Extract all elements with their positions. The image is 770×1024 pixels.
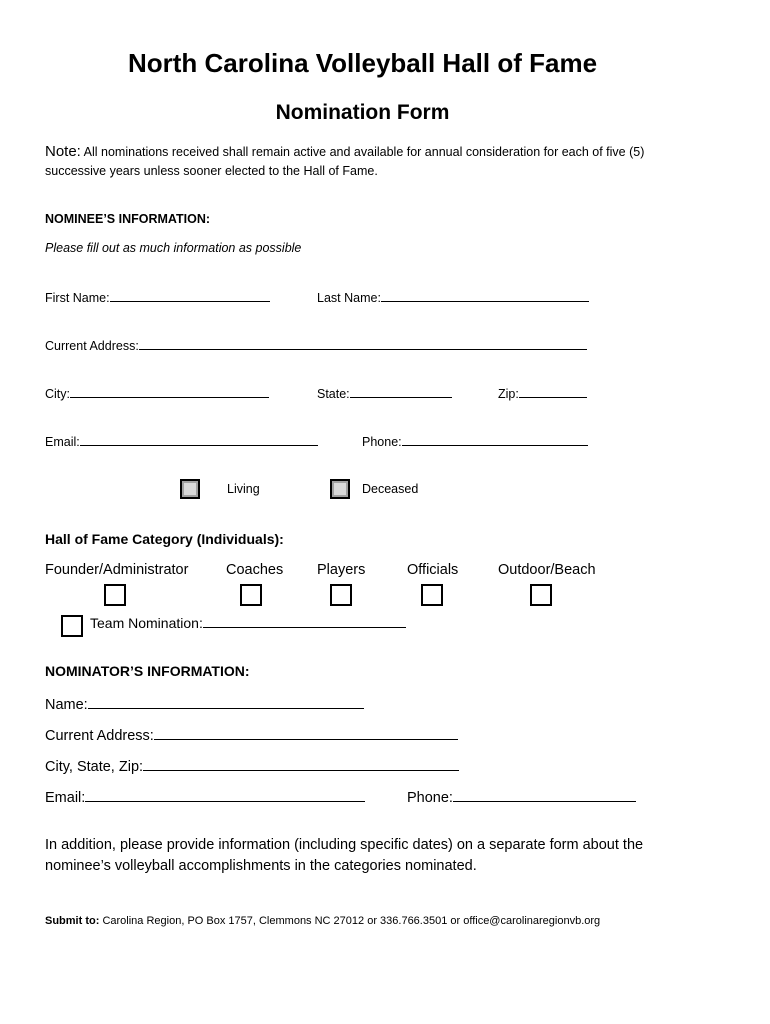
page-title: North Carolina Volleyball Hall of Fame	[127, 48, 598, 78]
category-label-players: Players	[317, 562, 366, 578]
nominee-email-label: Email:	[45, 435, 80, 449]
city-label: City:	[45, 387, 70, 401]
last-name-field[interactable]	[317, 289, 589, 305]
nominator-name-line[interactable]	[88, 694, 364, 709]
nominee-phone-field[interactable]	[362, 433, 588, 449]
zip-label: Zip:	[498, 387, 519, 401]
zip-field[interactable]	[498, 385, 587, 401]
team-nomination-field[interactable]	[90, 613, 406, 631]
note-text-2: successive years unless sooner elected to the Hall of Fame.	[45, 164, 378, 178]
nominee-address-label: Current Address:	[45, 339, 139, 353]
nominator-city-state-zip-field[interactable]	[45, 756, 459, 775]
officials-checkbox[interactable]	[421, 584, 443, 606]
nominator-phone-line[interactable]	[453, 787, 636, 802]
category-label-coaches: Coaches	[226, 562, 284, 578]
nominator-phone-label: Phone:	[407, 790, 453, 806]
category-label-officials: Officials	[407, 562, 459, 578]
additional-info-line-1: In addition, please provide information (including specific dates) on a separate form about the	[45, 837, 644, 853]
nominee-heading: NOMINEE’S INFORMATION:	[45, 212, 211, 226]
nominee-email-line[interactable]	[80, 433, 318, 446]
nominee-phone-label: Phone:	[362, 435, 402, 449]
nominator-email-label: Email:	[45, 790, 86, 806]
nominee-instruction: Please fill out as much information as possible	[45, 241, 302, 255]
category-label-outdoor-beach: Outdoor/Beach	[498, 562, 596, 578]
nominator-city-state-zip-label: City, State, Zip:	[45, 759, 144, 775]
team-nomination-checkbox[interactable]	[61, 615, 83, 637]
founder-checkbox[interactable]	[104, 584, 126, 606]
category-label-founder: Founder/Administrator	[45, 562, 189, 578]
submit-info	[45, 915, 600, 927]
nominator-address-label: Current Address:	[45, 728, 154, 744]
nominator-address-line[interactable]	[154, 725, 458, 740]
state-label: State:	[317, 387, 350, 401]
living-label: Living	[227, 482, 260, 496]
state-line[interactable]	[350, 385, 452, 398]
team-nomination-label: Team Nomination:	[90, 615, 203, 631]
nominator-phone-field[interactable]	[407, 787, 636, 806]
note-label: Note:	[45, 143, 81, 160]
first-name-label: First Name:	[45, 291, 110, 305]
city-line[interactable]	[70, 385, 269, 398]
city-field[interactable]	[45, 385, 269, 401]
nominee-email-field[interactable]	[45, 433, 318, 449]
nominee-address-field[interactable]	[45, 337, 587, 353]
state-field[interactable]	[317, 385, 452, 401]
deceased-label: Deceased	[362, 482, 419, 496]
zip-line[interactable]	[519, 385, 587, 398]
players-checkbox[interactable]	[330, 584, 352, 606]
nominator-email-field[interactable]	[45, 787, 365, 806]
deceased-checkbox[interactable]	[330, 479, 350, 499]
nominator-name-field[interactable]	[45, 694, 364, 713]
last-name-line[interactable]	[381, 289, 589, 302]
nominator-city-state-zip-line[interactable]	[143, 756, 459, 771]
outdoor-beach-checkbox[interactable]	[530, 584, 552, 606]
nominee-address-line[interactable]	[139, 337, 587, 350]
first-name-field[interactable]	[45, 289, 270, 305]
submit-label: Submit to:	[45, 915, 100, 927]
note-text-1: All nominations received shall remain active and available for annual consideration for each of five (5)	[83, 145, 645, 159]
first-name-line[interactable]	[110, 289, 270, 302]
category-heading: Hall of Fame Category (Individuals):	[45, 531, 284, 547]
nominator-heading: NOMINATOR’S INFORMATION:	[45, 663, 250, 679]
living-checkbox[interactable]	[180, 479, 200, 499]
nominee-phone-line[interactable]	[402, 433, 588, 446]
nominator-address-field[interactable]	[45, 725, 458, 744]
coaches-checkbox[interactable]	[240, 584, 262, 606]
submit-text: Carolina Region, PO Box 1757, Clemmons NC 27012 or 336.766.3501 or office@carolinaregionvb.org	[102, 915, 601, 927]
last-name-label: Last Name:	[317, 291, 381, 305]
nominator-name-label: Name:	[45, 697, 88, 713]
additional-info-line-2: nominee’s volleyball accomplishments in the categories nominated.	[45, 858, 477, 874]
team-nomination-line[interactable]	[203, 613, 406, 628]
page-subtitle: Nomination Form	[275, 101, 450, 124]
note-line-1	[45, 143, 644, 160]
nominator-email-line[interactable]	[85, 787, 365, 802]
